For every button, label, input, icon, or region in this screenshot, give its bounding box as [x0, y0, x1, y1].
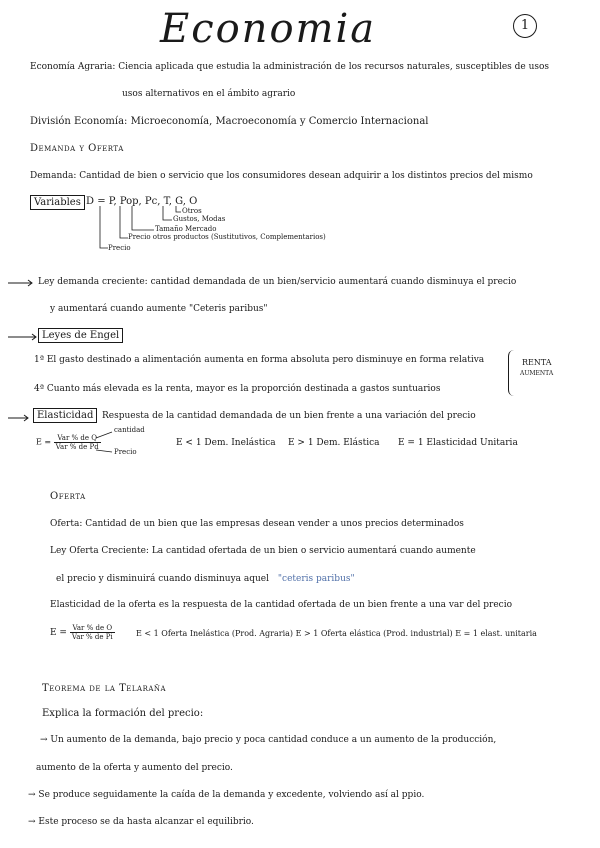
telarana-punto3: → Este proceso se da hasta alcanzar el equilibrio.: [28, 817, 254, 827]
oferta-denominator: Var % de Pi: [71, 633, 113, 641]
elasticidad-inelastica: E < 1 Dem. Inelástica: [176, 438, 276, 448]
telarana-punto1-line2: aumento de la oferta y aumento del precio.: [36, 763, 233, 773]
engel-aumenta: AUMENTA: [520, 370, 554, 377]
variable-tamano-mercado: Tamaño Mercado: [155, 225, 217, 233]
engel-renta: RENTA: [522, 358, 552, 367]
elasticidad-box: Elasticidad: [33, 408, 97, 423]
elasticidad-elastica: E > 1 Dem. Elástica: [288, 438, 380, 448]
definition-economia-agraria-line1: Economía Agraria: Ciencia aplicada que estudia la administración de los recursos naturales, susceptibles de usos: [30, 62, 550, 72]
engel-ley-1: 1ª El gasto destinado a alimentación aumenta en forma absoluta pero disminuye en forma relativa: [34, 355, 485, 365]
telarana-punto2: → Se produce seguidamente la caída de la demanda y excedente, volviendo así al ppio.: [28, 790, 425, 800]
telarana-punto1-line1: → Un aumento de la demanda, bajo precio y poca cantidad conduce a un aumento de la producción,: [40, 735, 497, 745]
elasticidad-denominator: Var % de Pd: [55, 443, 99, 451]
ceteris-paribus-note: "ceteris paribus": [277, 574, 355, 584]
ley-demanda-line1: Ley demanda creciente: cantidad demandada de un bien/servicio aumentará cuando disminuya el precio: [38, 277, 517, 287]
elasticidad-definicion: Respuesta de la cantidad demandada de un bien frente a una variación del precio: [102, 411, 476, 421]
elasticidad-cantidad-note: cantidad: [114, 426, 145, 434]
ley-oferta-line2-text: el precio y disminuirá cuando disminuya aquel: [56, 574, 270, 584]
oferta-numerator: Var % de O: [70, 624, 115, 633]
elasticidad-e-prefix: E =: [36, 437, 52, 447]
variable-otros: Otros: [182, 207, 202, 215]
engel-ley-4: 4ª Cuanto más elevada es la renta, mayor es la proporción destinada a gastos suntuarios: [34, 384, 441, 394]
oferta-fraction: [70, 624, 115, 641]
elasticidad-numerator: Var % de Q: [54, 434, 101, 443]
elasticidad-oferta-tipos: E < 1 Oferta Inelástica (Prod. Agraria) E > 1 Oferta elástica (Prod. industrial) E = 1 elast. unitaria: [136, 629, 537, 638]
elasticidad-oferta-definicion: Elasticidad de la oferta es la respuesta de la cantidad ofertada de un bien frente a una var del precio: [50, 600, 513, 610]
engel-brace: [508, 350, 519, 396]
oferta-e-prefix: E =: [50, 628, 67, 638]
leyes-engel-box: Leyes de Engel: [38, 328, 123, 343]
elasticidad-formula: [36, 434, 101, 451]
elasticidad-precio-note: Precio: [114, 448, 137, 456]
page-number: 1: [513, 14, 537, 38]
heading-demanda-y-oferta: Demanda y Oferta: [30, 143, 124, 154]
ley-demanda-line2: y aumentará cuando aumente "Ceteris paribus": [50, 304, 268, 314]
telarana-explica: Explica la formación del precio:: [42, 708, 204, 719]
division-economia: División Economía: Microeconomía, Macroeconomía y Comercio Internacional: [30, 116, 429, 127]
page-title: Economia: [160, 6, 377, 52]
definition-demanda: Demanda: Cantidad de bien o servicio que los consumidores desean adquirir a los distintos precios del mismo: [30, 171, 533, 181]
heading-oferta: Oferta: [50, 491, 86, 502]
ley-oferta-line1: Ley Oferta Creciente: La cantidad ofertada de un bien o servicio aumentará cuando aumente: [50, 546, 476, 556]
elasticidad-oferta-formula: [50, 624, 115, 641]
elasticidad-fraction: [54, 434, 101, 451]
ley-oferta-line2: [56, 574, 355, 584]
variables-formula: D = P, Pop, Pc, T, G, O: [86, 196, 198, 207]
elasticidad-unitaria: E = 1 Elasticidad Unitaria: [398, 438, 518, 448]
definicion-oferta: Oferta: Cantidad de un bien que las empresas desean vender a unos precios determinados: [50, 519, 464, 529]
variable-precio: Precio: [108, 244, 131, 252]
variables-box: Variables: [30, 195, 85, 210]
definition-economia-agraria-line2: usos alternativos en el ámbito agrario: [122, 89, 296, 99]
heading-telarana: Teorema de la Telaraña: [42, 683, 167, 694]
variable-precio-otros: Precio otros productos (Sustitutivos, Complementarios): [128, 233, 326, 241]
variable-gustos: Gustos, Modas: [173, 215, 226, 223]
